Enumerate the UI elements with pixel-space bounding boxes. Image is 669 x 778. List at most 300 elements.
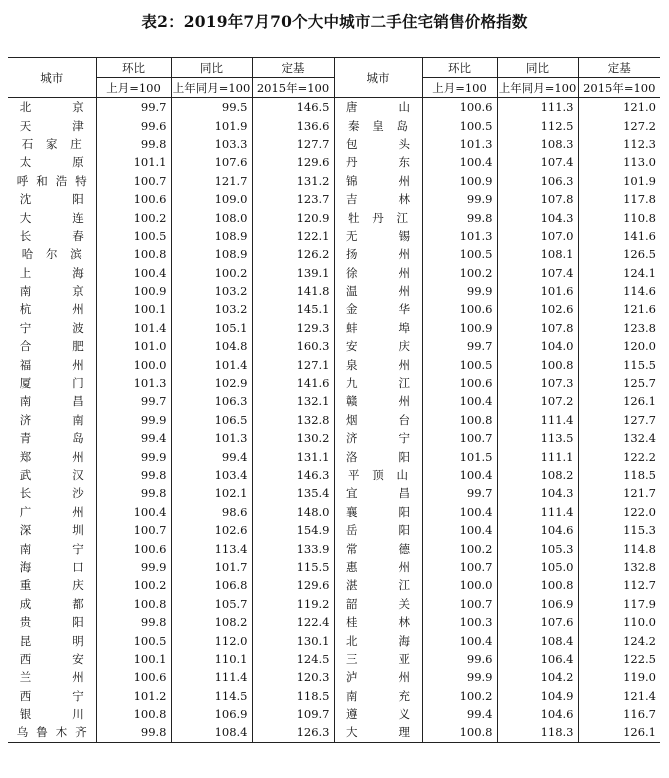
base-cell: 131.1	[252, 447, 334, 465]
mom-cell: 100.6	[422, 98, 497, 117]
city-cell	[8, 466, 96, 484]
mom-cell: 99.4	[96, 429, 171, 447]
city-cell	[334, 466, 422, 484]
city-name: 武汉	[19, 468, 84, 482]
city-cell	[334, 411, 422, 429]
mom-cell: 99.8	[96, 466, 171, 484]
table-row	[8, 650, 660, 668]
base-cell: 121.4	[578, 687, 660, 705]
yoy-cell: 100.2	[171, 264, 252, 282]
mom-cell: 100.2	[96, 576, 171, 594]
city-name: 丹东	[346, 155, 410, 170]
mom-cell: 100.4	[422, 153, 497, 171]
table-row	[8, 245, 660, 263]
yoy-cell: 104.3	[497, 208, 578, 226]
base-cell: 126.1	[578, 723, 660, 742]
city-name: 桂林	[346, 615, 410, 630]
table-row	[8, 668, 660, 686]
city-cell	[334, 723, 422, 742]
yoy-cell: 108.1	[497, 245, 578, 263]
city-name: 大连	[19, 210, 84, 225]
mom-cell: 99.9	[96, 447, 171, 465]
table-row	[8, 723, 660, 742]
city-name: 昆明	[19, 633, 84, 648]
base-cell: 110.0	[578, 613, 660, 631]
city-name: 岳阳	[346, 523, 410, 538]
city-cell	[8, 208, 96, 226]
base-cell: 121.7	[578, 484, 660, 502]
base-cell: 114.8	[578, 539, 660, 557]
city-name: 无锡	[346, 228, 410, 243]
city-cell	[334, 355, 422, 373]
mom-cell: 100.4	[422, 466, 497, 484]
city-name: 金华	[346, 302, 410, 317]
mom-cell: 100.4	[422, 503, 497, 521]
city-cell	[334, 650, 422, 668]
mom-cell: 101.4	[96, 319, 171, 337]
city-cell	[334, 705, 422, 723]
mom-cell: 99.8	[96, 484, 171, 502]
yoy-cell: 104.9	[497, 687, 578, 705]
base-cell: 129.6	[252, 576, 334, 594]
base-cell: 121.0	[578, 98, 660, 117]
yoy-cell: 111.4	[171, 668, 252, 686]
city-name: 福州	[19, 357, 84, 372]
base-cell: 113.0	[578, 153, 660, 171]
table-row	[8, 576, 660, 594]
yoy-cell: 108.2	[171, 613, 252, 631]
yoy-cell: 103.4	[171, 466, 252, 484]
city-cell	[8, 613, 96, 631]
city-cell	[334, 613, 422, 631]
city-name: 杭州	[19, 302, 84, 317]
yoy-cell: 106.9	[497, 595, 578, 613]
city-cell	[334, 300, 422, 318]
city-cell	[334, 245, 422, 263]
yoy-cell: 105.3	[497, 539, 578, 557]
yoy-cell: 108.3	[497, 135, 578, 153]
mom-cell: 100.5	[96, 631, 171, 649]
city-cell	[8, 337, 96, 355]
yoy-cell: 102.9	[171, 374, 252, 392]
city-name: 南充	[346, 688, 410, 703]
table-row	[8, 558, 660, 576]
col-subheader-base: 2015年=100	[252, 78, 334, 98]
yoy-cell: 108.2	[497, 466, 578, 484]
yoy-cell: 101.6	[497, 282, 578, 300]
mom-cell: 99.7	[422, 484, 497, 502]
table-row	[8, 135, 660, 153]
mom-cell: 100.9	[422, 319, 497, 337]
yoy-cell: 111.3	[497, 98, 578, 117]
city-cell	[334, 190, 422, 208]
city-name: 南宁	[19, 541, 84, 556]
city-name: 上海	[19, 265, 84, 280]
yoy-cell: 100.8	[497, 576, 578, 594]
mom-cell: 100.4	[96, 503, 171, 521]
yoy-cell: 99.4	[171, 447, 252, 465]
city-cell	[334, 392, 422, 410]
city-cell	[8, 172, 96, 190]
table-row	[8, 705, 660, 723]
city-cell	[8, 153, 96, 171]
base-cell: 115.5	[252, 558, 334, 576]
base-cell: 132.8	[578, 558, 660, 576]
table-row	[8, 282, 660, 300]
city-name: 安庆	[346, 339, 410, 354]
city-cell	[8, 300, 96, 318]
yoy-cell: 110.1	[171, 650, 252, 668]
base-cell: 122.2	[578, 447, 660, 465]
yoy-cell: 107.8	[497, 190, 578, 208]
table-row	[8, 392, 660, 410]
yoy-cell: 101.7	[171, 558, 252, 576]
mom-cell: 100.5	[422, 245, 497, 263]
base-cell: 127.7	[578, 411, 660, 429]
mom-cell: 99.9	[96, 558, 171, 576]
city-name: 常德	[346, 541, 410, 556]
mom-cell: 99.7	[96, 392, 171, 410]
mom-cell: 100.6	[96, 190, 171, 208]
base-cell: 115.3	[578, 521, 660, 539]
base-cell: 123.8	[578, 319, 660, 337]
city-cell	[334, 98, 422, 117]
city-name: 银川	[19, 707, 84, 722]
city-cell	[8, 264, 96, 282]
base-cell: 141.6	[578, 227, 660, 245]
city-name: 洛阳	[346, 449, 410, 464]
city-name: 遵义	[346, 707, 410, 722]
mom-cell: 100.7	[422, 429, 497, 447]
col-subheader-base: 2015年=100	[578, 78, 660, 98]
mom-cell: 99.7	[422, 337, 497, 355]
mom-cell: 100.8	[96, 705, 171, 723]
base-cell: 126.2	[252, 245, 334, 263]
mom-cell: 100.4	[422, 521, 497, 539]
yoy-cell: 105.0	[497, 558, 578, 576]
base-cell: 126.3	[252, 723, 334, 742]
yoy-cell: 106.9	[171, 705, 252, 723]
city-cell	[8, 227, 96, 245]
mom-cell: 100.0	[422, 576, 497, 594]
base-cell: 114.6	[578, 282, 660, 300]
city-name: 石家庄	[21, 136, 82, 151]
mom-cell: 100.1	[96, 300, 171, 318]
col-header-city: 城市	[8, 58, 96, 98]
city-name: 赣州	[346, 394, 410, 409]
yoy-cell: 107.6	[497, 613, 578, 631]
base-cell: 110.8	[578, 208, 660, 226]
mom-cell: 100.5	[96, 227, 171, 245]
table-row	[8, 484, 660, 502]
city-name: 泸州	[346, 670, 410, 685]
mom-cell: 100.6	[422, 300, 497, 318]
yoy-cell: 107.4	[497, 264, 578, 282]
city-cell	[8, 595, 96, 613]
mom-cell: 100.8	[422, 723, 497, 742]
city-cell	[334, 539, 422, 557]
city-name: 乌鲁木齐	[16, 725, 87, 740]
mom-cell: 100.4	[422, 631, 497, 649]
city-cell	[8, 245, 96, 263]
yoy-cell: 107.2	[497, 392, 578, 410]
col-header-base: 定基	[578, 58, 660, 78]
city-cell	[8, 319, 96, 337]
yoy-cell: 112.5	[497, 116, 578, 134]
mom-cell: 100.6	[96, 668, 171, 686]
mom-cell: 100.9	[96, 282, 171, 300]
mom-cell: 99.8	[422, 208, 497, 226]
city-name: 沈阳	[19, 192, 84, 207]
city-cell	[334, 429, 422, 447]
city-cell	[334, 264, 422, 282]
city-name: 呼和浩特	[16, 173, 87, 188]
yoy-cell: 106.4	[497, 650, 578, 668]
city-cell	[334, 282, 422, 300]
yoy-cell: 111.4	[497, 503, 578, 521]
base-cell: 120.9	[252, 208, 334, 226]
yoy-cell: 104.6	[497, 521, 578, 539]
city-name: 泉州	[346, 357, 410, 372]
city-name: 蚌埠	[346, 320, 410, 335]
yoy-cell: 103.3	[171, 135, 252, 153]
city-cell	[334, 319, 422, 337]
city-name: 西安	[19, 651, 84, 666]
yoy-cell: 104.2	[497, 668, 578, 686]
mom-cell: 100.9	[422, 172, 497, 190]
yoy-cell: 107.3	[497, 374, 578, 392]
mom-cell: 99.7	[96, 98, 171, 117]
city-name: 济宁	[346, 431, 410, 446]
city-name: 青岛	[19, 431, 84, 446]
yoy-cell: 104.6	[497, 705, 578, 723]
city-cell	[8, 135, 96, 153]
base-cell: 124.5	[252, 650, 334, 668]
yoy-cell: 104.3	[497, 484, 578, 502]
yoy-cell: 107.4	[497, 153, 578, 171]
yoy-cell: 101.9	[171, 116, 252, 134]
city-name: 锦州	[346, 173, 410, 188]
mom-cell: 100.2	[422, 687, 497, 705]
city-cell	[334, 595, 422, 613]
city-name: 温州	[346, 284, 410, 299]
city-cell	[8, 503, 96, 521]
base-cell: 122.0	[578, 503, 660, 521]
yoy-cell: 108.9	[171, 227, 252, 245]
city-name: 哈尔滨	[21, 247, 82, 262]
base-cell: 154.9	[252, 521, 334, 539]
city-name: 扬州	[346, 247, 410, 262]
base-cell: 160.3	[252, 337, 334, 355]
city-cell	[8, 705, 96, 723]
city-cell	[334, 687, 422, 705]
yoy-cell: 102.6	[171, 521, 252, 539]
yoy-cell: 107.0	[497, 227, 578, 245]
base-cell: 132.8	[252, 411, 334, 429]
city-name: 平顶山	[348, 468, 408, 482]
city-name: 九江	[346, 376, 410, 391]
mom-cell: 99.8	[96, 723, 171, 742]
mom-cell: 100.7	[96, 172, 171, 190]
base-cell: 141.6	[252, 374, 334, 392]
city-cell	[8, 668, 96, 686]
city-cell	[8, 484, 96, 502]
table-row	[8, 172, 660, 190]
city-name: 秦皇岛	[348, 118, 408, 133]
city-cell	[334, 227, 422, 245]
base-cell: 112.3	[578, 135, 660, 153]
city-cell	[334, 447, 422, 465]
yoy-cell: 104.8	[171, 337, 252, 355]
mom-cell: 100.4	[422, 392, 497, 410]
city-name: 兰州	[19, 670, 84, 685]
city-cell	[8, 392, 96, 410]
base-cell: 125.7	[578, 374, 660, 392]
yoy-cell: 98.6	[171, 503, 252, 521]
table-row	[8, 190, 660, 208]
mom-cell: 101.3	[96, 374, 171, 392]
base-cell: 127.1	[252, 355, 334, 373]
city-cell	[334, 208, 422, 226]
mom-cell: 100.0	[96, 355, 171, 373]
yoy-cell: 99.5	[171, 98, 252, 117]
mom-cell: 99.6	[96, 116, 171, 134]
base-cell: 146.5	[252, 98, 334, 117]
table-row	[8, 687, 660, 705]
mom-cell: 101.1	[96, 153, 171, 171]
city-name: 南京	[19, 284, 84, 299]
mom-cell: 101.3	[422, 227, 497, 245]
base-cell: 145.1	[252, 300, 334, 318]
mom-cell: 100.2	[96, 208, 171, 226]
base-cell: 115.5	[578, 355, 660, 373]
city-name: 北京	[19, 100, 84, 115]
base-cell: 121.6	[578, 300, 660, 318]
city-name: 南昌	[19, 394, 84, 409]
mom-cell: 99.9	[422, 668, 497, 686]
yoy-cell: 104.0	[497, 337, 578, 355]
city-cell	[8, 282, 96, 300]
mom-cell: 101.5	[422, 447, 497, 465]
table-row	[8, 521, 660, 539]
yoy-cell: 111.1	[497, 447, 578, 465]
base-cell: 120.3	[252, 668, 334, 686]
mom-cell: 100.8	[96, 595, 171, 613]
col-subheader-mom: 上月=100	[422, 78, 497, 98]
base-cell: 148.0	[252, 503, 334, 521]
yoy-cell: 114.5	[171, 687, 252, 705]
mom-cell: 100.8	[422, 411, 497, 429]
city-name: 西宁	[19, 688, 84, 703]
yoy-cell: 106.3	[171, 392, 252, 410]
yoy-cell: 118.3	[497, 723, 578, 742]
city-name: 济南	[19, 412, 84, 427]
city-cell	[334, 576, 422, 594]
city-cell	[8, 116, 96, 134]
table-row	[8, 429, 660, 447]
city-cell	[334, 337, 422, 355]
city-cell	[334, 374, 422, 392]
city-name: 牡丹江	[348, 210, 408, 225]
base-cell: 130.1	[252, 631, 334, 649]
base-cell: 132.4	[578, 429, 660, 447]
table-row	[8, 116, 660, 134]
table-row	[8, 300, 660, 318]
base-cell: 101.9	[578, 172, 660, 190]
base-cell: 122.5	[578, 650, 660, 668]
city-cell	[8, 576, 96, 594]
city-name: 北海	[346, 633, 410, 648]
base-cell: 123.7	[252, 190, 334, 208]
mom-cell: 100.5	[422, 116, 497, 134]
col-header-yoy: 同比	[497, 58, 578, 78]
city-cell	[8, 539, 96, 557]
mom-cell: 100.5	[422, 355, 497, 373]
city-cell	[8, 521, 96, 539]
city-name: 吉林	[346, 192, 410, 207]
yoy-cell: 103.2	[171, 300, 252, 318]
city-name: 海口	[19, 559, 84, 574]
city-cell	[334, 172, 422, 190]
city-cell	[8, 411, 96, 429]
city-name: 惠州	[346, 559, 410, 574]
yoy-cell: 106.8	[171, 576, 252, 594]
city-cell	[8, 723, 96, 742]
mom-cell: 100.8	[96, 245, 171, 263]
mom-cell: 99.9	[96, 411, 171, 429]
col-subheader-yoy: 上年同月=100	[171, 78, 252, 98]
city-name: 广州	[19, 504, 84, 519]
table-row	[8, 227, 660, 245]
mom-cell: 99.4	[422, 705, 497, 723]
base-cell: 127.7	[252, 135, 334, 153]
table-row	[8, 503, 660, 521]
city-cell	[8, 631, 96, 649]
mom-cell: 99.8	[96, 613, 171, 631]
table-row	[8, 374, 660, 392]
city-name: 宜昌	[346, 486, 410, 501]
city-name: 三亚	[346, 651, 410, 666]
base-cell: 116.7	[578, 705, 660, 723]
yoy-cell: 105.7	[171, 595, 252, 613]
city-name: 重庆	[19, 578, 84, 593]
mom-cell: 101.3	[422, 135, 497, 153]
mom-cell: 100.4	[96, 264, 171, 282]
city-name: 长春	[19, 228, 84, 243]
city-name: 大理	[346, 725, 410, 740]
base-cell: 132.1	[252, 392, 334, 410]
yoy-cell: 105.1	[171, 319, 252, 337]
city-cell	[8, 355, 96, 373]
city-name: 贵阳	[19, 615, 84, 630]
yoy-cell: 109.0	[171, 190, 252, 208]
table-row	[8, 355, 660, 373]
city-name: 成都	[19, 596, 84, 611]
mom-cell: 99.9	[422, 282, 497, 300]
yoy-cell: 103.2	[171, 282, 252, 300]
base-cell: 130.2	[252, 429, 334, 447]
city-name: 襄阳	[346, 504, 410, 519]
yoy-cell: 121.7	[171, 172, 252, 190]
yoy-cell: 108.4	[497, 631, 578, 649]
city-name: 唐山	[346, 100, 410, 115]
city-name: 徐州	[346, 265, 410, 280]
city-cell	[334, 558, 422, 576]
col-header-yoy: 同比	[171, 58, 252, 78]
table-row	[8, 337, 660, 355]
mom-cell: 100.6	[422, 374, 497, 392]
city-name: 合肥	[19, 339, 84, 354]
